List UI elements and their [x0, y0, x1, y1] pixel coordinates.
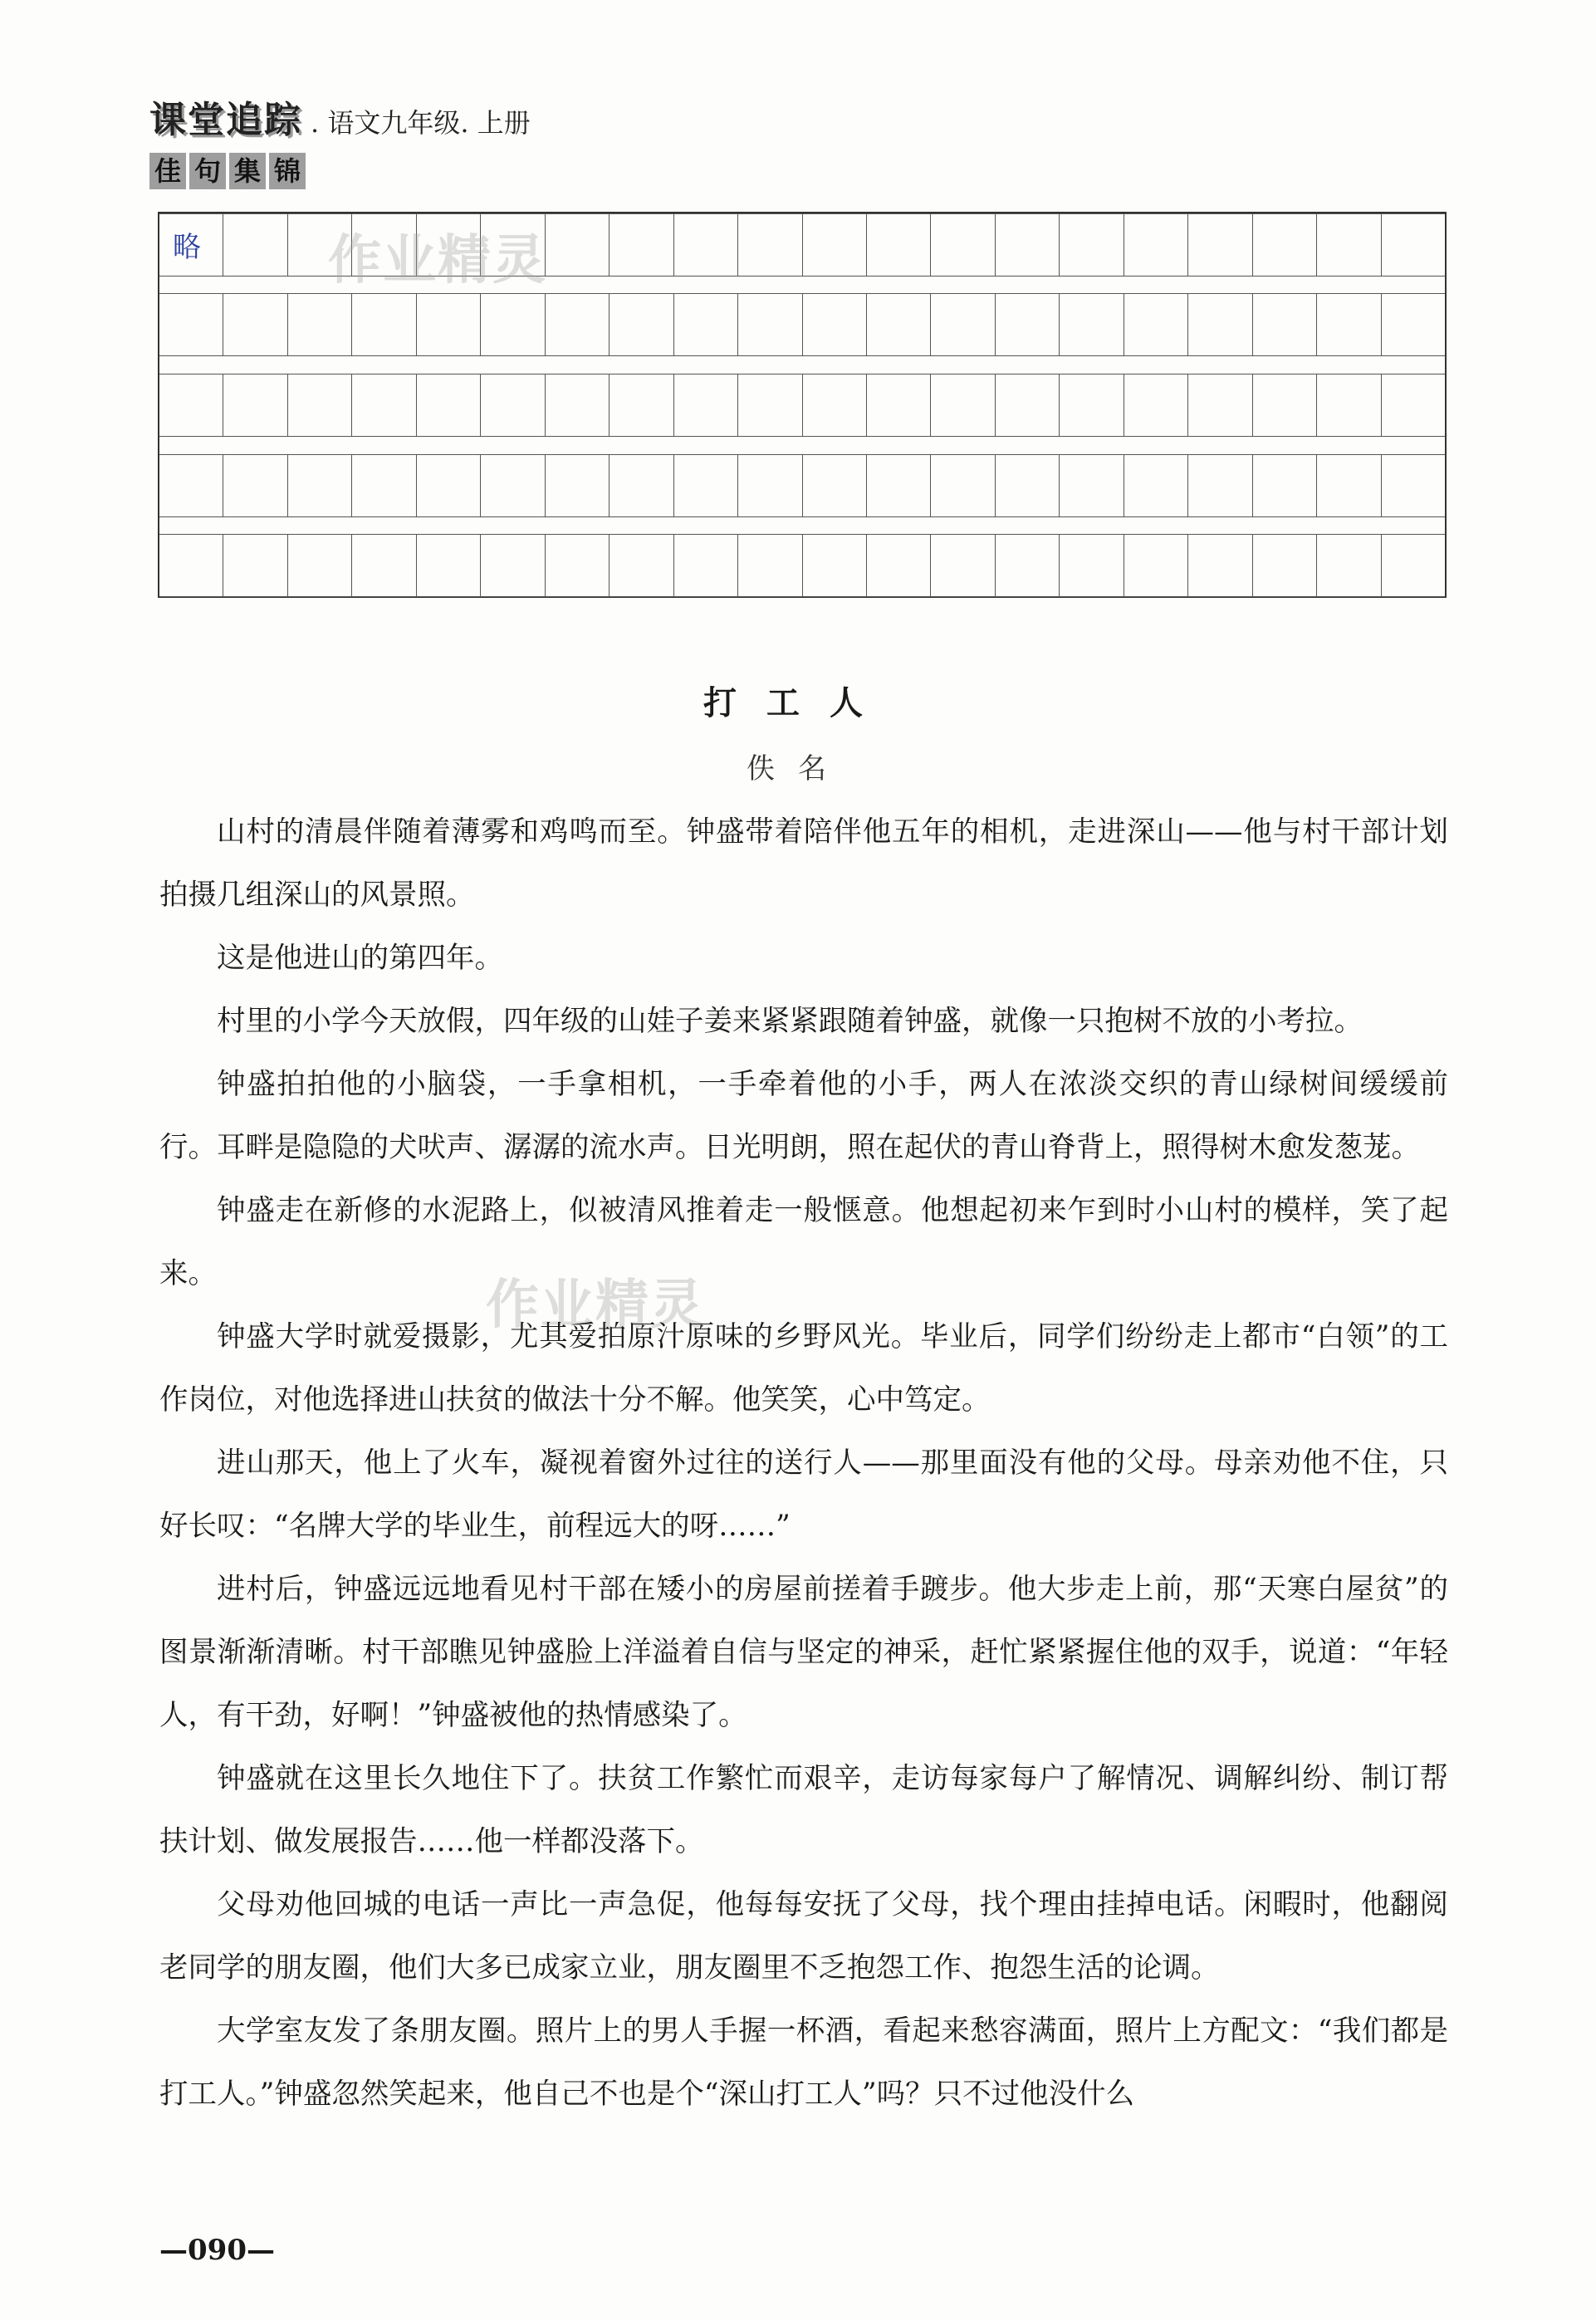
- grid-cell: [223, 534, 286, 597]
- grid-cell: [930, 293, 994, 356]
- watermark: 作业精灵: [486, 1275, 705, 1336]
- grid-cell: [737, 374, 801, 437]
- grid-cell: [159, 374, 223, 437]
- grid-cell: [737, 534, 801, 597]
- grid-cell: [159, 534, 223, 597]
- grid-cell: [545, 213, 609, 277]
- story-title: 打工人: [703, 684, 893, 722]
- grid-cell: [866, 534, 930, 597]
- grid-cell: [930, 213, 994, 277]
- section-label: [149, 153, 306, 189]
- grid-cell: [416, 374, 480, 437]
- grid-cell: [159, 454, 223, 517]
- grid-cell: [673, 293, 737, 356]
- grid-cell: [223, 213, 286, 277]
- grid-cell: [1124, 293, 1187, 356]
- grid-cell: [1316, 534, 1380, 597]
- grid-cell: [866, 374, 930, 437]
- grid-cell: [673, 534, 737, 597]
- grid-cell: [480, 293, 544, 356]
- grid-cell: [802, 534, 866, 597]
- grid-cell: [1059, 293, 1123, 356]
- grid-cell: [287, 534, 351, 597]
- grid-cell: [866, 454, 930, 517]
- grid-cell: [995, 213, 1059, 277]
- watermark: 作业精灵: [328, 230, 547, 291]
- section-label-char: 句: [189, 153, 226, 189]
- story-paragraph: 父母劝他回城的电话一声比一声急促，他每每安抚了父母，找个理由挂掉电话。闲暇时，他翻阅老同学的朋友圈，他们大多已成家立业，朋友圈里不乏抱怨工作、抱怨生活的论调。: [159, 1888, 1448, 1985]
- section-label-char: 锦: [269, 153, 306, 189]
- grid-cell: [416, 454, 480, 517]
- grid-cell: [1187, 534, 1251, 597]
- grid-cell: [802, 213, 866, 277]
- grid-cell: [609, 293, 673, 356]
- grid-cell: [416, 293, 480, 356]
- grid-cell: [480, 454, 544, 517]
- book-subtitle: . 语文九年级. 上册: [311, 107, 531, 139]
- story-paragraph: 进山那天，他上了火车，凝视着窗外过往的送行人——那里面没有他的父母。母亲劝他不住，只好长叹：“名牌大学的毕业生，前程远大的呀……”: [159, 1446, 1448, 1543]
- story-paragraph: 钟盛拍拍他的小脑袋，一手拿相机，一手牵着他的小手，两人在浓淡交织的青山绿树间缓缓前行。耳畔是隐隐的犬吠声、潺潺的流水声。日光明朗，照在起伏的青山脊背上，照得树木愈发葱茏。: [159, 1068, 1448, 1164]
- grid-cell: [1252, 534, 1316, 597]
- grid-cell: [1124, 454, 1187, 517]
- grid-cell: [1059, 534, 1123, 597]
- grid-cell: [1187, 213, 1251, 277]
- grid-cell: [480, 374, 544, 437]
- grid-cell: [930, 534, 994, 597]
- grid-answer-text: 略: [173, 231, 201, 264]
- grid-cell: [1124, 374, 1187, 437]
- grid-cell: [287, 293, 351, 356]
- story-paragraph: 进村后，钟盛远远地看见村干部在矮小的房屋前搓着手踱步。他大步走上前，那“天寒白屋贫”的图景渐渐清晰。村干部瞧见钟盛脸上洋溢着自信与坚定的神采，赶忙紧紧握住他的双手，说道：“年轻人，有干劲，好啊！”钟盛被他的热情感染了。: [159, 1573, 1448, 1732]
- grid-cell: [673, 454, 737, 517]
- grid-cell: [1381, 454, 1445, 517]
- grid-cell: [351, 374, 415, 437]
- grid-row: [159, 293, 1445, 356]
- grid-cell: [223, 293, 286, 356]
- section-label-char: 集: [229, 153, 266, 189]
- story-paragraph: 这是他进山的第四年。: [217, 942, 503, 975]
- grid-cell: [159, 293, 223, 356]
- story-paragraph: 钟盛大学时就爱摄影，尤其爱拍原汁原味的乡野风光。毕业后，同学们纷纷走上都市“白领”的工作岗位，对他选择进山扶贫的做法十分不解。他笑笑，心中笃定。: [159, 1320, 1448, 1417]
- grid-cell: [737, 454, 801, 517]
- grid-row: [159, 454, 1445, 517]
- grid-cell: [480, 534, 544, 597]
- grid-cell: [866, 213, 930, 277]
- section-label-char: 佳: [149, 153, 186, 189]
- book-logo: 课堂追踪: [149, 99, 302, 141]
- grid-cell: [287, 454, 351, 517]
- grid-cell: [995, 293, 1059, 356]
- grid-cell: [1252, 374, 1316, 437]
- grid-cell: [1316, 374, 1380, 437]
- grid-cell: [1316, 454, 1380, 517]
- grid-cell: [1059, 454, 1123, 517]
- grid-cell: [287, 374, 351, 437]
- grid-cell: [1252, 213, 1316, 277]
- story-paragraph: 大学室友发了条朋友圈。照片上的男人手握一杯酒，看起来愁容满面，照片上方配文：“我们都是打工人。”钟盛忽然笑起来，他自己不也是个“深山打工人”吗？只不过他没什么: [159, 2014, 1448, 2111]
- grid-cell: [609, 374, 673, 437]
- grid-cell: [1187, 293, 1251, 356]
- grid-cell: [673, 374, 737, 437]
- grid-cell: [1381, 534, 1445, 597]
- story-paragraph: 村里的小学今天放假，四年级的山娃子姜来紧紧跟随着钟盛，就像一只抱树不放的小考拉。: [217, 1005, 1363, 1038]
- story-paragraph: 钟盛就在这里长久地住下了。扶贫工作繁忙而艰辛，走访每家每户了解情况、调解纠纷、制订帮扶计划、做发展报告……他一样都没落下。: [159, 1762, 1448, 1858]
- story-author: 佚名: [747, 752, 849, 786]
- grid-cell: [1124, 213, 1187, 277]
- grid-cell: [609, 213, 673, 277]
- grid-cell: [1187, 454, 1251, 517]
- grid-cell: [866, 293, 930, 356]
- grid-cell: [351, 293, 415, 356]
- grid-cell: [223, 374, 286, 437]
- grid-cell: [351, 534, 415, 597]
- grid-row: [159, 534, 1445, 597]
- story-body: [159, 800, 1448, 2126]
- story-paragraph: 钟盛走在新修的水泥路上，似被清风推着走一般惬意。他想起初来乍到时小山村的模样，笑了起来。: [159, 1194, 1448, 1290]
- page-number: —090—: [159, 2234, 275, 2267]
- grid-cell: [609, 454, 673, 517]
- grid-cell: [1252, 454, 1316, 517]
- grid-cell: [737, 213, 801, 277]
- grid-cell: [545, 534, 609, 597]
- grid-cell: [1316, 293, 1380, 356]
- grid-row: [159, 374, 1445, 437]
- grid-cell: [351, 454, 415, 517]
- grid-cell: [930, 454, 994, 517]
- grid-cell: [545, 293, 609, 356]
- grid-cell: [995, 454, 1059, 517]
- grid-cell: [1187, 374, 1251, 437]
- grid-cell: [1381, 374, 1445, 437]
- page-header: [149, 90, 531, 143]
- grid-cell: [1059, 213, 1123, 277]
- grid-cell: [1316, 213, 1380, 277]
- grid-cell: [995, 534, 1059, 597]
- grid-cell: [545, 454, 609, 517]
- grid-cell: [995, 374, 1059, 437]
- grid-cell: [802, 454, 866, 517]
- grid-cell: [1124, 534, 1187, 597]
- grid-cell: [1381, 213, 1445, 277]
- grid-cell: [1381, 293, 1445, 356]
- grid-cell: [545, 374, 609, 437]
- grid-cell: [930, 374, 994, 437]
- story-paragraph: 山村的清晨伴随着薄雾和鸡鸣而至。钟盛带着陪伴他五年的相机，走进深山——他与村干部计划拍摄几组深山的风景照。: [159, 815, 1448, 912]
- grid-cell: [1059, 374, 1123, 437]
- grid-cell: [802, 293, 866, 356]
- grid-cell: [223, 454, 286, 517]
- grid-cell: [416, 534, 480, 597]
- grid-cell: [1252, 293, 1316, 356]
- grid-cell: [802, 374, 866, 437]
- grid-cell: [673, 213, 737, 277]
- grid-cell: [737, 293, 801, 356]
- grid-cell: [609, 534, 673, 597]
